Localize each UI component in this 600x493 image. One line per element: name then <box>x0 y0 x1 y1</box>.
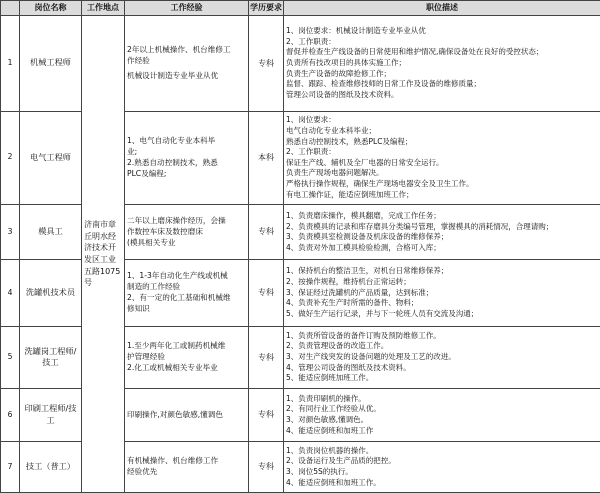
position-name: 印刷工程师/技工 <box>20 389 82 442</box>
experience-line: 修知识 <box>127 303 150 313</box>
experience-line: 制造的工作经验 <box>127 282 181 292</box>
header-description: 职位描述 <box>284 1 600 16</box>
description-cell <box>284 111 600 205</box>
description-cell <box>284 205 600 260</box>
row-index: 2 <box>1 111 20 205</box>
header-position: 岗位名称 <box>20 1 82 16</box>
experience-line: 作经验 <box>127 55 150 65</box>
description-line: 熟悉自动控制技术，熟悉PLC及编程； <box>286 136 413 146</box>
row-index: 6 <box>1 389 20 442</box>
description-line: 3、对颜色敏感,懂调色。 <box>286 415 369 425</box>
experience-line: 经验优先 <box>127 467 158 477</box>
experience-cell <box>125 111 249 205</box>
experience-cell <box>125 442 249 493</box>
header-row <box>1 1 600 16</box>
description-line: 2、工作职责： <box>286 147 336 157</box>
header-idx <box>1 1 20 16</box>
description-line: 2、负责管理设备的改造工作。 <box>286 341 389 351</box>
description-cell <box>284 16 600 112</box>
description-cell <box>284 389 600 442</box>
experience-cell <box>125 389 249 442</box>
description-line: 1、负责印刷机的操作。 <box>286 393 366 403</box>
header-experience: 工作经验 <box>125 1 249 16</box>
description-cell <box>284 260 600 327</box>
description-cell <box>284 326 600 388</box>
description-line: 3、负责模具室检测设备及机床设备的维修保养； <box>286 232 449 242</box>
work-location: 济南市章丘明水经济技术开发区工业五路1075号 <box>82 16 125 493</box>
description-line: 5、做好生产运行记录，并与下一轮班人员有交流及沟通； <box>286 308 479 318</box>
description-line: 2、设备运行及生产品质的把控。 <box>286 456 396 466</box>
description-line: 4、能适应倒班和加班工作。 <box>286 477 381 487</box>
description-line: 4、负责对外加工模具检验检测，合格可入库； <box>286 242 441 252</box>
description-line: 4、管理公司设备的图纸及技术资料。 <box>286 362 411 372</box>
description-line: 负责生产现场电器问题解决。 <box>286 168 384 178</box>
position-name: 电气工程师 <box>20 111 82 205</box>
education-requirement: 专科 <box>249 326 284 388</box>
description-line: 1、负责磨床操作，模具翻磨，完成工作任务； <box>286 210 441 220</box>
row-index: 4 <box>1 260 20 327</box>
position-name: 机械工程师 <box>20 16 82 112</box>
description-line: 有电工操作证，能适应倒班加班工作； <box>286 189 414 199</box>
description-line: 1、保持机台的整洁卫生，对机台日常维修保养； <box>286 266 449 276</box>
description-line: 1、岗位要求： <box>286 115 336 125</box>
experience-line: 有机械操作、机台维修工作 <box>127 456 219 466</box>
experience-line: 印刷操作,对颜色敏感,懂调色 <box>127 409 223 419</box>
education-requirement: 专科 <box>249 16 284 112</box>
experience-line: 1、1-3年自动化生产线或机械 <box>127 271 228 281</box>
description-line: 1、岗位要求：机械设计制造专业毕业从优 <box>286 26 426 36</box>
experience-line: 二年以上磨床操作经历，会操 <box>127 215 226 225</box>
description-cell <box>284 442 600 493</box>
experience-line: 业; <box>127 147 138 157</box>
experience-line: 1.至少两年化工或制药机械维 <box>127 341 226 351</box>
description-line: 负责所有技改项目的具体实施工作； <box>286 57 406 67</box>
position-name: 技工（普工） <box>20 442 82 493</box>
description-line: 3、对生产线突发的设备问题的处理及工艺的改进。 <box>286 352 456 362</box>
description-line: 2、按操作规程，维持机台正常运转； <box>286 276 411 286</box>
position-name: 洗罐岗工程师/技工 <box>20 326 82 388</box>
description-line: 2、工作职责： <box>286 36 336 46</box>
experience-line: PLC及编程; <box>127 168 167 178</box>
position-name: 模具工 <box>20 205 82 260</box>
header-location: 工作地点 <box>82 1 125 16</box>
experience-line: 2.化工或机械相关专业毕业 <box>127 362 218 372</box>
education-requirement: 专科 <box>249 260 284 327</box>
row-index: 3 <box>1 205 20 260</box>
description-line: 2、有同行业工作经验从优。 <box>286 404 381 414</box>
description-line: 保证生产线、辅机及全厂电器的日常安全运行。 <box>286 157 444 167</box>
description-line: 监督、跟踪、检查维修技师的日常工作及设备的维修质量； <box>286 79 481 89</box>
description-line: 3、保证经过洗罐机的产品质量，达到标准； <box>286 287 434 297</box>
experience-cell <box>125 260 249 327</box>
experience-line: (模具相关专业 <box>127 237 176 247</box>
header-education: 学历要求 <box>249 1 284 16</box>
description-line: 4、负责补充生产时所需的备件、物料； <box>286 298 419 308</box>
row-index: 5 <box>1 326 20 388</box>
description-line: 严格执行操作规程，确保生产现场电器安全及卫生工作。 <box>286 179 474 189</box>
experience-line: 2、有一定的化工基础和机械维 <box>127 292 231 302</box>
experience-line: 护管理经验 <box>127 351 165 361</box>
description-line: 1、负责岗位机器的操作。 <box>286 445 374 455</box>
education-requirement: 专科 <box>249 205 284 260</box>
description-line: 2、负责模具的记录和库存磨具分类编号管理，掌握模具的消耗情况，合理请购； <box>286 221 554 231</box>
experience-line: 1、电气自动化专业本科毕 <box>127 136 216 146</box>
experience-cell <box>125 326 249 388</box>
description-line: 管理公司设备的图纸及技术资料。 <box>286 89 399 99</box>
experience-line: 2.熟悉自动控制技术，熟悉 <box>127 157 218 167</box>
experience-line: 机械设计制造专业毕业从优 <box>127 70 219 80</box>
row-index: 1 <box>1 16 20 112</box>
description-line: 3、岗位5S的执行。 <box>286 467 353 477</box>
experience-cell <box>125 205 249 260</box>
position-name: 洗罐机技术员 <box>20 260 82 327</box>
description-line: 4、能适应倒班和加班工作 <box>286 425 374 435</box>
description-line: 督促并检查生产线设备的日常使用和维护情况,确保设备处在良好的受控状态； <box>286 47 544 57</box>
experience-line: 作数控车床及数控磨床 <box>127 226 203 236</box>
description-line: 1、负责所管设备的备件订购及预防维修工作。 <box>286 330 441 340</box>
education-requirement: 本科 <box>249 111 284 205</box>
row-index: 7 <box>1 442 20 493</box>
experience-cell <box>125 16 249 112</box>
education-requirement: 专科 <box>249 389 284 442</box>
description-line: 电气自动化专业本科毕业； <box>286 125 376 135</box>
description-line: 负责生产设备的故障抢修工作； <box>286 68 391 78</box>
description-line: 5、能适应倒班加班工作。 <box>286 373 374 383</box>
table-row <box>1 16 600 112</box>
experience-line: 2年以上机械操作、机台维修工 <box>127 45 231 55</box>
education-requirement: 专科 <box>249 442 284 493</box>
